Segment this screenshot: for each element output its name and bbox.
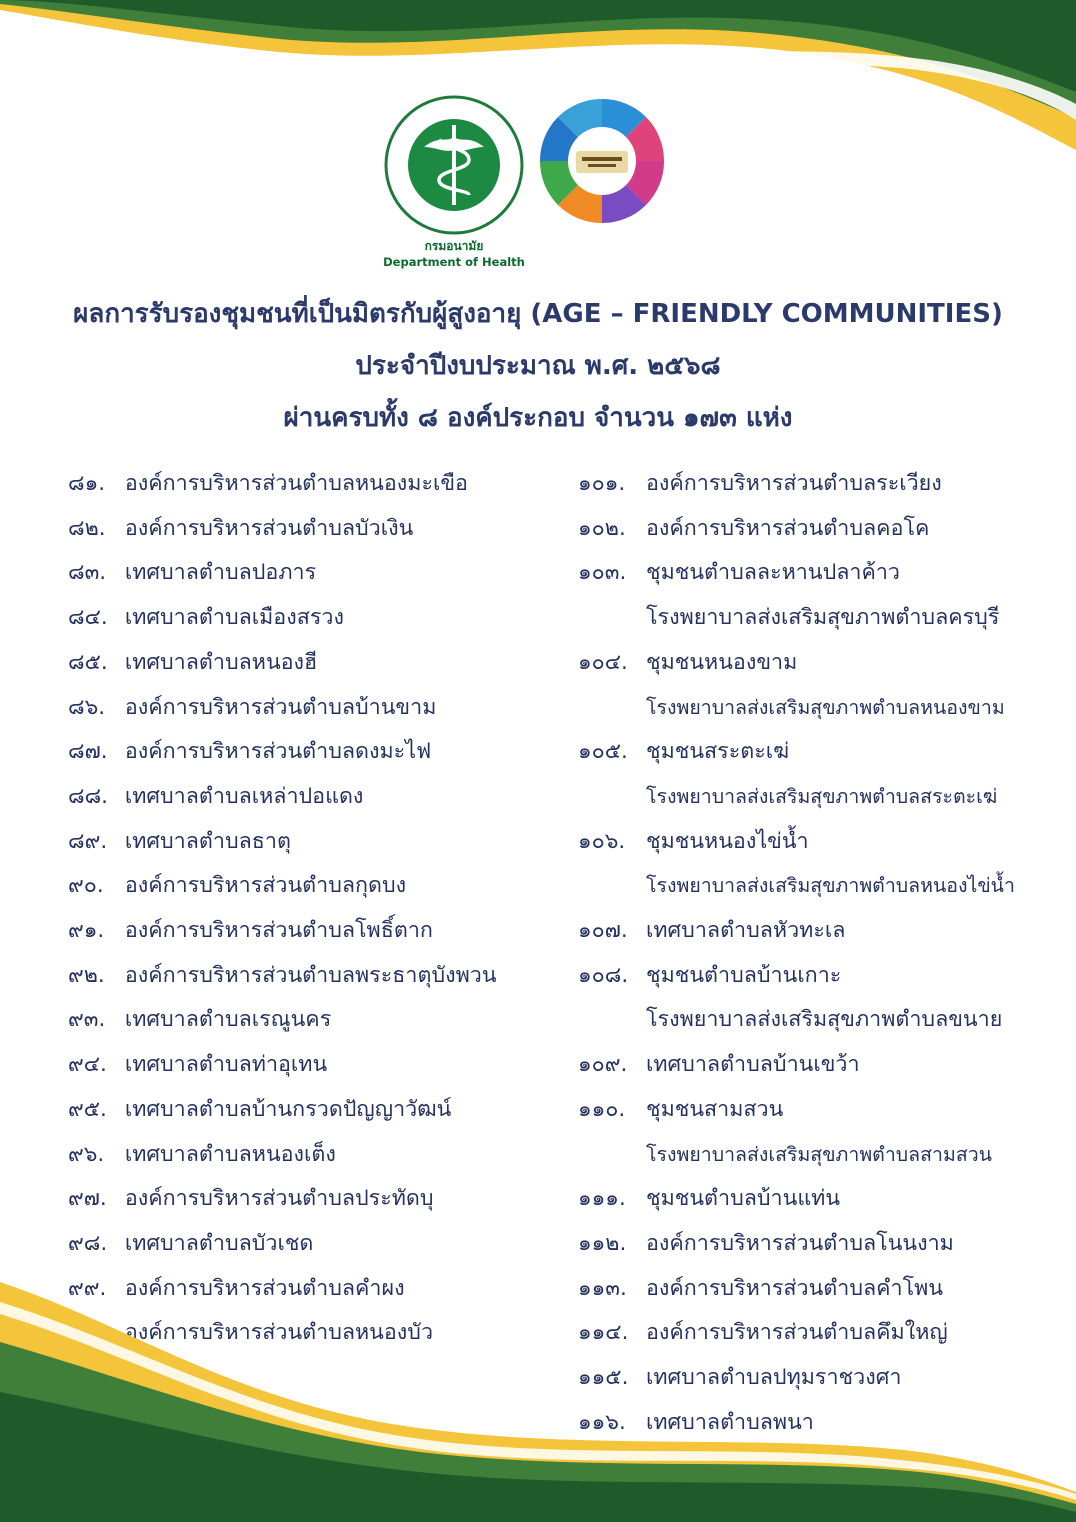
list-item [68,641,558,686]
item-name: องค์การบริหารส่วนตำบลคำโพน [646,1275,944,1301]
list-item [68,686,558,731]
item-number: ๙๐. [68,873,104,899]
item-name: องค์การบริหารส่วนตำบลโพธิ์ตาก [124,918,433,944]
list-item [68,909,558,954]
item-number: ๑๐๓. [578,560,627,586]
item-number: ๑๑๕. [578,1365,629,1391]
moph-caption-english: Department of Health [383,255,525,269]
item-name: เทศบาลตำบลหนองเต็ง [124,1141,336,1167]
list-item [578,641,1068,686]
list-item [68,730,558,775]
item-number: ๙๙. [68,1275,107,1301]
list-item [68,820,558,865]
title-line-2: ประจำปีงบประมาณ พ.ศ. ๒๕๖๘ [355,351,721,381]
list-item [68,775,558,820]
moph-caption-thai: กรมอนามัย [424,239,484,253]
item-name: องค์การบริหารส่วนตำบลบัวเงิน [124,515,414,541]
list-item [68,462,558,507]
item-number: ๑๐๒. [578,515,626,541]
item-name: ชุมชนตำบลบ้านเกาะ [646,962,842,988]
list-item-subtitle: โรงพยาบาลส่งเสริมสุขภาพตำบลขนาย [646,1007,1003,1033]
list-item [578,462,1068,507]
item-number: ๑๐๙. [578,1052,628,1078]
item-number: ๘๔. [68,605,108,631]
item-number: ๙๔. [68,1052,107,1078]
item-number: ๑๐๑. [578,471,626,496]
item-name: เทศบาลตำบลบ้านกรวดปัญญาวัฒน์ [124,1096,452,1122]
item-name: องค์การบริหารส่วนตำบลพระธาตุบังพวน [124,962,497,988]
list-item [578,909,1068,954]
item-name: เทศบาลตำบลเรณูนคร [124,1007,332,1033]
item-number: ๑๑๒. [578,1230,627,1256]
list-item [68,998,558,1043]
item-number: ๑๐๘. [578,962,629,988]
list-item [68,1133,558,1178]
item-number: ๑๑๓. [578,1275,627,1301]
item-name: ชุมชนหนองขาม [646,649,798,675]
item-name: องค์การบริหารส่วนตำบลประทัดบุ [124,1186,434,1212]
item-number: ๘๓. [68,560,107,586]
item-number: ๙๖. [68,1141,105,1167]
item-number: ๑๑๐. [578,1096,626,1122]
item-number: ๙๓. [68,1007,106,1033]
list-item-subtitle: โรงพยาบาลส่งเสริมสุขภาพตำบลครบุรี [646,605,1000,631]
item-number: ๘๗. [68,739,108,765]
title-line-3: ผ่านครบทั้ง ๘ องค์ประกอบ จำนวน ๑๗๓ แห่ง [283,403,793,433]
list-item-subtitle: โรงพยาบาลส่งเสริมสุขภาพตำบลสระตะเฆ่ [646,784,998,808]
item-name: องค์การบริหารส่วนตำบลระเวียง [646,471,942,496]
item-number: ๘๑. [68,471,106,496]
bottom-decorative-wave [0,1282,1076,1522]
list-item [578,1088,1068,1133]
list-item-subtitle: โรงพยาบาลส่งเสริมสุขภาพตำบลสามสวน [646,1142,993,1166]
list-item [68,596,558,641]
list-item [578,551,1068,596]
item-name: ชุมชนสระตะเฆ่ [646,739,790,765]
left-list [68,462,558,1356]
item-number: ๘๘. [68,783,109,809]
document-title [0,288,1076,444]
list-item [578,507,1068,552]
item-number: ๑๐๖. [578,828,626,854]
age-friendly-community-logo [538,97,666,225]
list-item [68,1043,558,1088]
item-name: องค์การบริหารส่วนตำบลบ้านขาม [124,694,437,720]
item-name: องค์การบริหารส่วนตำบลกุดบง [124,873,407,899]
list-item [68,1088,558,1133]
list-item-subtitle: โรงพยาบาลส่งเสริมสุขภาพตำบลหนองไข่น้ำ [646,874,1015,898]
list-item [68,864,558,909]
logo-area [0,95,1076,275]
item-name: องค์การบริหารส่วนตำบลดงมะไฟ [124,739,432,765]
list-item [68,954,558,999]
item-name: เทศบาลตำบลพนา [646,1409,814,1435]
list-item [578,1177,1068,1222]
item-name: เทศบาลตำบลหนองฮี [124,649,318,675]
item-name: เทศบาลตำบลเหล่าปอแดง [124,783,364,809]
item-name: องค์การบริหารส่วนตำบลคึมใหญ่ [646,1320,948,1346]
list-item [68,507,558,552]
item-name: องค์การบริหารส่วนตำบลหนองมะเขือ [124,471,468,496]
item-number: ๙๑. [68,918,105,944]
list-item [578,1043,1068,1088]
item-number: ๙๕. [68,1096,107,1122]
item-number: ๙๘. [68,1230,108,1256]
item-name: องค์การบริหารส่วนตำบลหนองบัว [124,1320,434,1346]
item-number: ๘๙. [68,828,108,854]
item-number: ๑๑๔. [578,1320,629,1346]
item-name: ชุมชนสามสวน [646,1096,784,1122]
item-number: ๑๑๑. [578,1186,626,1212]
item-name: เทศบาลตำบลเมืองสรวง [124,605,344,631]
item-number: ๑๐๕. [578,739,628,765]
item-name: องค์การบริหารส่วนตำบลโนนงาม [646,1230,954,1256]
list-item [68,1222,558,1267]
ministry-of-public-health-logo [384,95,524,235]
list-item [68,1177,558,1222]
item-name: องค์การบริหารส่วนตำบลคอโค [646,515,930,541]
list-item [578,820,1068,865]
item-number: ๑๐๗. [578,918,628,944]
item-number: ๑๐๔. [578,649,628,675]
moph-caption [372,238,536,270]
item-name: องค์การบริหารส่วนตำบลคำผง [124,1275,405,1301]
item-number: ๘๖. [68,694,106,720]
item-number: ๑๑๖. [578,1409,626,1435]
list-item-subtitle: โรงพยาบาลส่งเสริมสุขภาพตำบลหนองขาม [646,695,1005,719]
list-item [578,1222,1068,1267]
list-item [578,730,1068,775]
item-name: เทศบาลตำบลธาตุ [124,828,291,854]
list-item [68,551,558,596]
item-name: เทศบาลตำบลปอภาร [124,560,317,586]
item-number: ๙๗. [68,1186,107,1212]
item-name: เทศบาลตำบลหัวทะเล [646,918,846,944]
item-name: เทศบาลตำบลปทุมราชวงศา [646,1365,902,1391]
item-number: ๙๒. [68,962,105,988]
title-line-1: ผลการรับรองชุมชนที่เป็นมิตรกับผู้สูงอายุ (AGE – FRIENDLY COMMUNITIES) [73,299,1003,329]
list-item [578,954,1068,999]
item-name: ชุมชนตำบลบ้านแท่น [646,1186,841,1212]
item-number: ๘๕. [68,649,108,675]
item-name: ชุมชนตำบลละหานปลาค้าว [646,560,901,586]
item-name: เทศบาลตำบลบัวเชด [124,1230,314,1256]
item-name: เทศบาลตำบลบ้านเขว้า [646,1052,860,1078]
item-name: เทศบาลตำบลท่าอุเทน [124,1052,328,1078]
item-number: ๘๒. [68,515,106,541]
item-name: ชุมชนหนองไข่น้ำ [646,828,809,854]
